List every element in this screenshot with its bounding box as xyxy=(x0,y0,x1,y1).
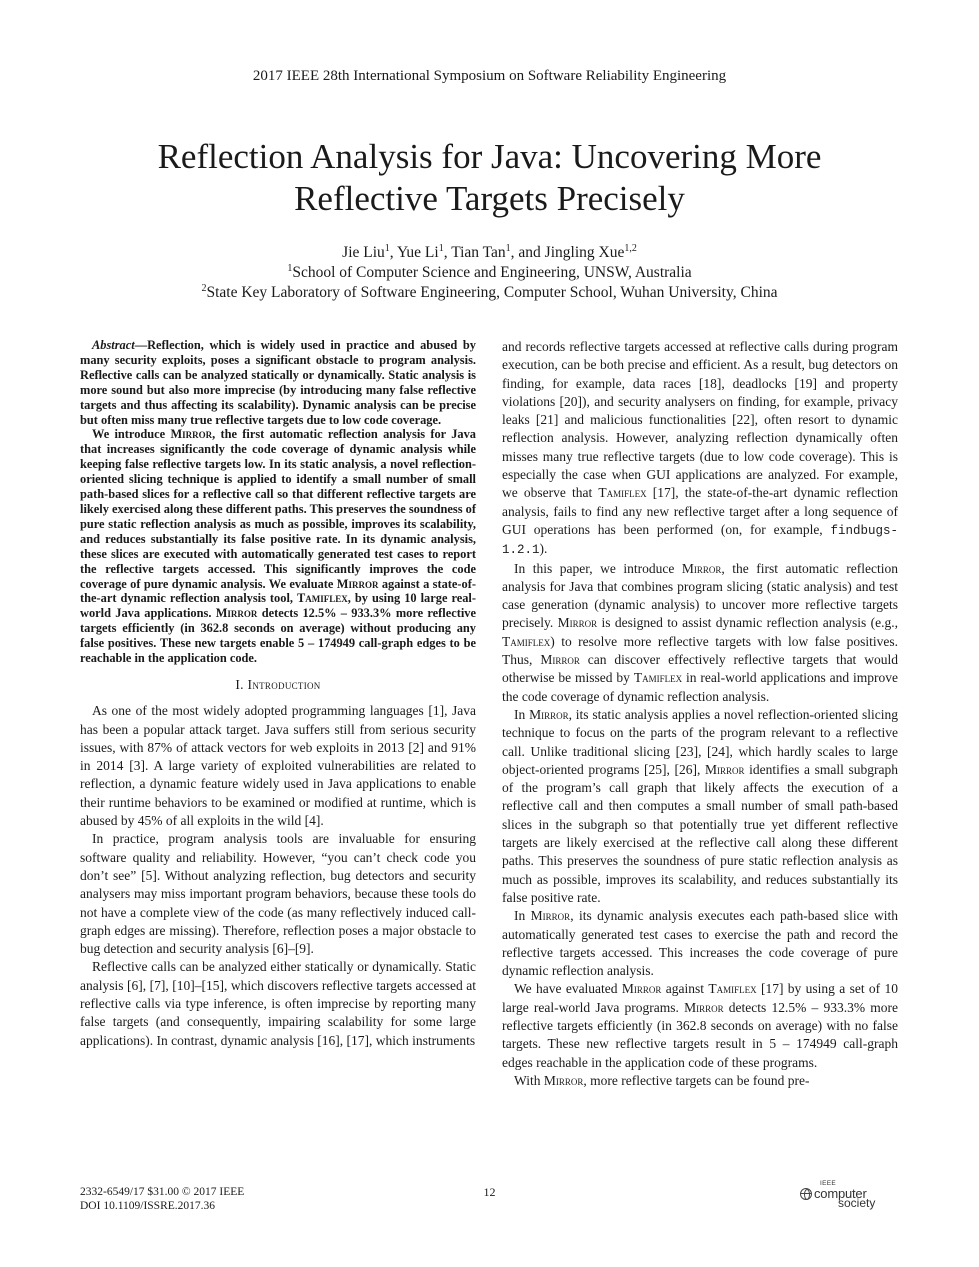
author-list: Jie Liu$^1$, Yue Li$^1$, Tian Tan$^1$, and Jingling Xue$^{1,2}$ xyxy=(342,242,637,261)
conference-header: 2017 IEEE 28th International Symposium on Software Reliability Engineering xyxy=(252,68,727,84)
intro-paragraph-3: Reflective calls can be analyzed either statically or dynamically. Static analysis [6], [7], [10]–[15], which discovers reflective targets accessed at reflective calls via type inference, is often imprecise by reporting many false targets (and consequently, impairing scalability for some large applications). In contrast, dynamic analysis [16], [17], which instruments xyxy=(80,959,476,1048)
logo-ieee-text: IEEE xyxy=(820,1180,837,1187)
affiliation-2: $^2$State Key Laboratory of Software Engineering, Computer School, Wuhan University, China xyxy=(201,282,778,301)
logo-word-society: society xyxy=(838,1196,876,1210)
copyright-line: 2332-6549/17 $31.00 © 2017 IEEE xyxy=(80,1186,245,1198)
right-column xyxy=(502,338,898,1090)
right-paragraph-1: and records reflective targets accessed at reflective calls during program execution, can be both precise and efficient. As a result, bug detectors on finding, for example, data races [18], deadlocks [19] and property violations [20]), and security analysers on finding, for example, privacy leaks [21] and malicious functionalities [22], often resort to dynamic reflection analysis. However, analyzing reflection dynamically often misses many true reflective targets (due to low code coverage). This is especially the case when GUI applications are analyzed. For example, we observe that Tamiflex [17], the state-of-the-art dynamic reflection analysis, fails to find any new reflective target after a long sequence of GUI operations has been performed (on, for example, findbugs-1.2.1). xyxy=(502,339,898,558)
abstract: Abstract—Reflection, which is widely used in practice and abused by many security exploits, poses a significant obstacle to program analysis. Reflective calls can be analyzed statically or dynamically. Static analysis is more sound but also more imprecise (by introducing many false reflective targets and thus affecting its scalability). Dynamic analysis can be precise but often miss many true reflective targets due to low code coverage. We introduce Mirror, the first automatic reflection analysis for Java that increases significantly the code coverage of dynamic analysis while keeping false reflective targets low. In its static analysis, a novel reflection-oriented slicing technique is applied to identify a small number of small path-based slices for a reflective call so that different reflective targets are likely exercised along these different paths. This preserves the soundness of pure static reflection analysis as much as possible, improves its scalability, and reduces substantially its false positive rate. In its dynamic analysis, these slices are executed with automatically generated test cases to report the reflective targets accessed. This significantly improves the code coverage of pure dynamic analysis. We evaluate Mirror against a state-of-the-art dynamic reflection analysis tool, Tamiflex, by using 10 large real-world Java applications. Mirror detects 12.5% – 933.3% more reflective targets efficiently (in 362.8 seconds on average) without producing any false positives. These new targets enable 5 – 174949 call-graph edges to be reachable in the application code. xyxy=(80,338,476,666)
doi-line: DOI 10.1109/ISSRE.2017.36 xyxy=(80,1200,216,1212)
author-block xyxy=(0,243,979,303)
intro-paragraph-1: As one of the most widely adopted programming languages [1], Java has been a popular attack target. Java suffers still from serious security issues, with 87% of attack vectors for web exploits in 2013 [2] and 91% in 2014 [3]. A large variety of exploited vulnerabilities are related to reflection, a dynamic feature widely used in Java applications to enable their runtime behaviors to be examined or modified at runtime, which is abused by 45% of all exploits in the wild [4]. xyxy=(80,703,476,829)
page-number: 12 xyxy=(483,1185,496,1199)
left-column xyxy=(80,338,476,1050)
right-paragraph-5: We have evaluated Mirror against Tamiflex [17] by using a set of 10 large real-world Java programs. Mirror detects 12.5% – 933.3% more reflective targets efficiently (in 362.8 seconds on average) with no false targets. These new reflective targets result in 5 – 174949 call-graph edges reachable in the application code of these programs. xyxy=(502,981,899,1070)
title-line-2: Reflective Targets Precisely xyxy=(294,179,685,218)
right-paragraph-3: In Mirror, its static analysis applies a novel reflection-oriented slicing technique to focus on the parts of the program relevant to a reflective call. Unlike traditional slicing [23], [24], which hardly scales to large object-oriented programs [25], [26], Mirror identifies a small subgraph of the program’s call graph that likely affects the execution of a reflective call and then computes a small number of small path-based slices in the subgraph so that potentially true yet different reflective targets are likely exercised at the reflective call along these different paths. This preserves the soundness of pure static reflection analysis as much as possible, improves its scalability, and reduces substantially its false positive rate. xyxy=(502,706,899,905)
intro-paragraph-2: In practice, program analysis tools are invaluable for ensuring software quality and reliability. However, “you can’t check code you don’t see” [5]. Without analyzing reflection, bug detectors and security analysers may miss important program behaviors, because these tools do not have a complete view of the code (as many reflectively induced call-graph edges are missing). Therefore, reflection poses a major obstacle to bug detection and security analysis [6]–[9]. xyxy=(80,831,476,957)
affiliation-1: $^1$School of Computer Science and Engineering, UNSW, Australia xyxy=(287,262,692,281)
title-line-1: Reflection Analysis for Java: Uncovering More xyxy=(157,137,822,176)
logo-word-computer: computer xyxy=(814,1186,867,1201)
right-paragraph-4: In Mirror, its dynamic analysis executes each path-based slice with automatically generated test cases to exercise the path and record the reflective targets accessed. This increases the code coverage of pure dynamic reflection analysis. xyxy=(502,908,899,979)
section-heading-introduction: I. Introduction xyxy=(235,676,321,692)
paper-title xyxy=(60,136,919,220)
ieee-computer-society-logo xyxy=(800,1180,884,1210)
right-paragraph-6: With Mirror, more reflective targets can be found pre- xyxy=(514,1072,810,1088)
ieee-globe-icon xyxy=(800,1188,812,1200)
right-paragraph-2: In this paper, we introduce Mirror, the first automatic reflection analysis for Java that combines program slicing (static analysis) and test case generation (dynamic analysis) to uncover more reflective targets precisely. Mirror is designed to assist dynamic reflection analysis (e.g., Tamiflex) to resolve more reflective targets with low false positives. Thus, Mirror can discover effectively reflective targets that would otherwise be missed by Tamiflex in real-world applications and improve the code coverage of dynamic reflection analysis. xyxy=(502,560,899,704)
